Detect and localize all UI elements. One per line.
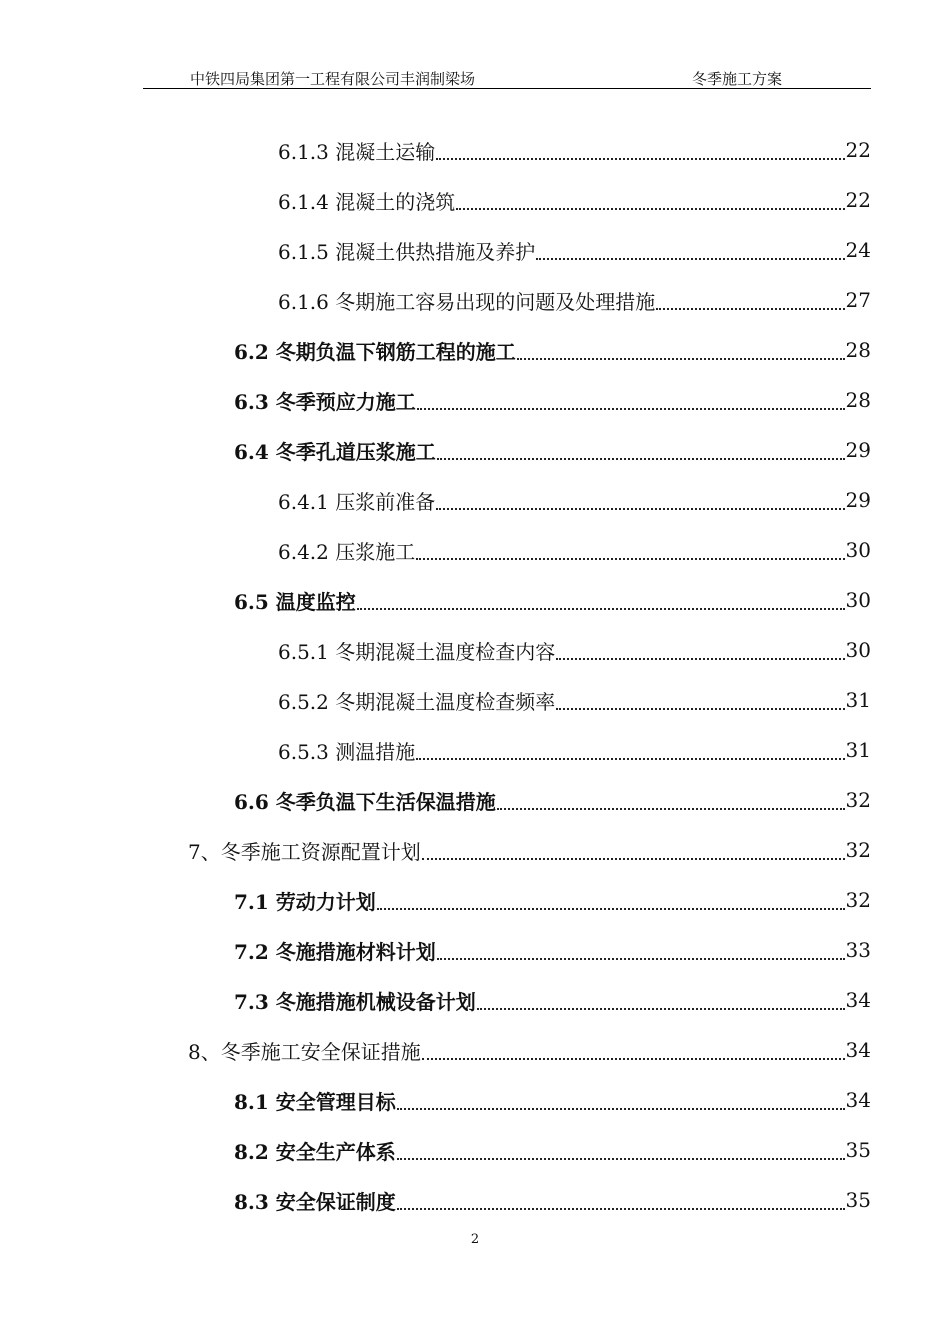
toc-entry[interactable] xyxy=(234,375,871,425)
toc-entry-page: 22 xyxy=(845,188,871,212)
toc-dot-leader xyxy=(497,784,845,810)
toc-entry-title: 6.1.6 冬期施工容易出现的问题及处理措施 xyxy=(278,289,656,314)
toc-entry-title: 6.2 冬期负温下钢筋工程的施工 xyxy=(234,339,516,364)
toc-dot-leader xyxy=(517,334,845,360)
toc-dot-leader xyxy=(436,134,844,160)
toc-entry[interactable] xyxy=(278,175,871,225)
toc-dot-leader xyxy=(556,684,844,710)
toc-entry-page: 34 xyxy=(845,1038,871,1062)
toc-dot-leader xyxy=(397,1184,845,1210)
toc-entry-page: 34 xyxy=(845,1088,871,1112)
toc-entry[interactable] xyxy=(234,1125,871,1175)
toc-dot-leader xyxy=(656,284,844,310)
toc-entry-title: 6.4 冬季孔道压浆施工 xyxy=(234,439,436,464)
toc-entry[interactable] xyxy=(278,475,871,525)
toc-entry[interactable] xyxy=(278,625,871,675)
toc-entry[interactable] xyxy=(234,575,871,625)
toc-entry-page: 35 xyxy=(845,1138,871,1162)
toc-entry[interactable] xyxy=(278,275,871,325)
toc-dot-leader xyxy=(556,634,844,660)
toc-dot-leader xyxy=(357,584,845,610)
toc-entry-page: 28 xyxy=(845,338,871,362)
toc-entry-page: 32 xyxy=(845,888,871,912)
toc-dot-leader xyxy=(397,1134,845,1160)
toc-entry-title: 6.1.3 混凝土运输 xyxy=(278,139,436,164)
toc-entry-title: 6.5 温度监控 xyxy=(234,589,356,614)
toc-entry-title: 6.3 冬季预应力施工 xyxy=(234,389,416,414)
toc-entry-page: 29 xyxy=(845,438,871,462)
toc-entry-title: 6.5.2 冬期混凝土温度检查频率 xyxy=(278,689,556,714)
toc-entry[interactable] xyxy=(234,875,871,925)
toc-entry-title: 7.2 冬施措施材料计划 xyxy=(234,939,436,964)
toc-entry-title: 8.3 安全保证制度 xyxy=(234,1189,396,1214)
toc-dot-leader xyxy=(416,534,844,560)
toc-entry-page: 30 xyxy=(845,638,871,662)
toc-dot-leader xyxy=(456,184,844,210)
toc-entry-page: 30 xyxy=(845,588,871,612)
toc-entry[interactable] xyxy=(234,1175,871,1225)
toc-entry-page: 31 xyxy=(845,688,871,712)
toc-dot-leader xyxy=(477,984,845,1010)
header-company-name: 中铁四局集团第一工程有限公司丰润制梁场 xyxy=(190,70,476,88)
toc-entry-title: 6.1.4 混凝土的浇筑 xyxy=(278,189,456,214)
toc-entry-title: 6.4.1 压浆前准备 xyxy=(278,489,436,514)
page-header xyxy=(143,66,871,89)
toc-dot-leader xyxy=(422,834,845,860)
toc-entry-title: 7.1 劳动力计划 xyxy=(234,889,376,914)
toc-entry[interactable] xyxy=(234,775,871,825)
toc-entry-title: 8.1 安全管理目标 xyxy=(234,1089,396,1114)
toc-entry-page: 24 xyxy=(845,238,871,262)
toc-entry[interactable] xyxy=(234,1075,871,1125)
toc-entry[interactable] xyxy=(188,825,871,875)
toc-dot-leader xyxy=(397,1084,845,1110)
toc-entry-page: 33 xyxy=(845,938,871,962)
toc-entry-page: 35 xyxy=(845,1188,871,1212)
toc-entry-title: 6.4.2 压浆施工 xyxy=(278,539,416,564)
toc-entry[interactable] xyxy=(278,225,871,275)
toc-dot-leader xyxy=(436,484,844,510)
toc-entry[interactable] xyxy=(234,925,871,975)
toc-dot-leader xyxy=(437,434,845,460)
toc-entry-page: 32 xyxy=(845,838,871,862)
toc-entry-page: 28 xyxy=(845,388,871,412)
toc-dot-leader xyxy=(377,884,845,910)
toc-entry-page: 30 xyxy=(845,538,871,562)
toc-entry-page: 32 xyxy=(845,788,871,812)
toc-entry-title: 7、冬季施工资源配置计划 xyxy=(188,839,421,864)
toc-dot-leader xyxy=(437,934,845,960)
toc-entry-page: 34 xyxy=(845,988,871,1012)
toc-entry-page: 31 xyxy=(845,738,871,762)
toc-entry[interactable] xyxy=(188,1025,871,1075)
toc-dot-leader xyxy=(422,1034,845,1060)
toc-entry[interactable] xyxy=(278,125,871,175)
toc-entry-title: 6.5.3 测温措施 xyxy=(278,739,416,764)
toc-entry-title: 7.3 冬施措施机械设备计划 xyxy=(234,989,476,1014)
toc-entry[interactable] xyxy=(234,975,871,1025)
toc-entry-page: 22 xyxy=(845,138,871,162)
toc-entry[interactable] xyxy=(234,325,871,375)
toc-entry-page: 29 xyxy=(845,488,871,512)
toc-dot-leader xyxy=(536,234,844,260)
toc-entry[interactable] xyxy=(278,675,871,725)
toc-entry[interactable] xyxy=(278,725,871,775)
toc-entry-title: 6.6 冬季负温下生活保温措施 xyxy=(234,789,496,814)
toc-entry-title: 8.2 安全生产体系 xyxy=(234,1139,396,1164)
toc-entry-title: 6.1.5 混凝土供热措施及养护 xyxy=(278,239,536,264)
toc-dot-leader xyxy=(417,384,845,410)
header-document-title: 冬季施工方案 xyxy=(692,70,783,88)
toc-entry-title: 6.5.1 冬期混凝土温度检查内容 xyxy=(278,639,556,664)
toc-entry-title: 8、冬季施工安全保证措施 xyxy=(188,1039,421,1064)
toc-dot-leader xyxy=(416,734,844,760)
page-number: 2 xyxy=(470,1232,480,1247)
toc-entry[interactable] xyxy=(234,425,871,475)
toc-entry-page: 27 xyxy=(845,288,871,312)
toc-entry[interactable] xyxy=(278,525,871,575)
